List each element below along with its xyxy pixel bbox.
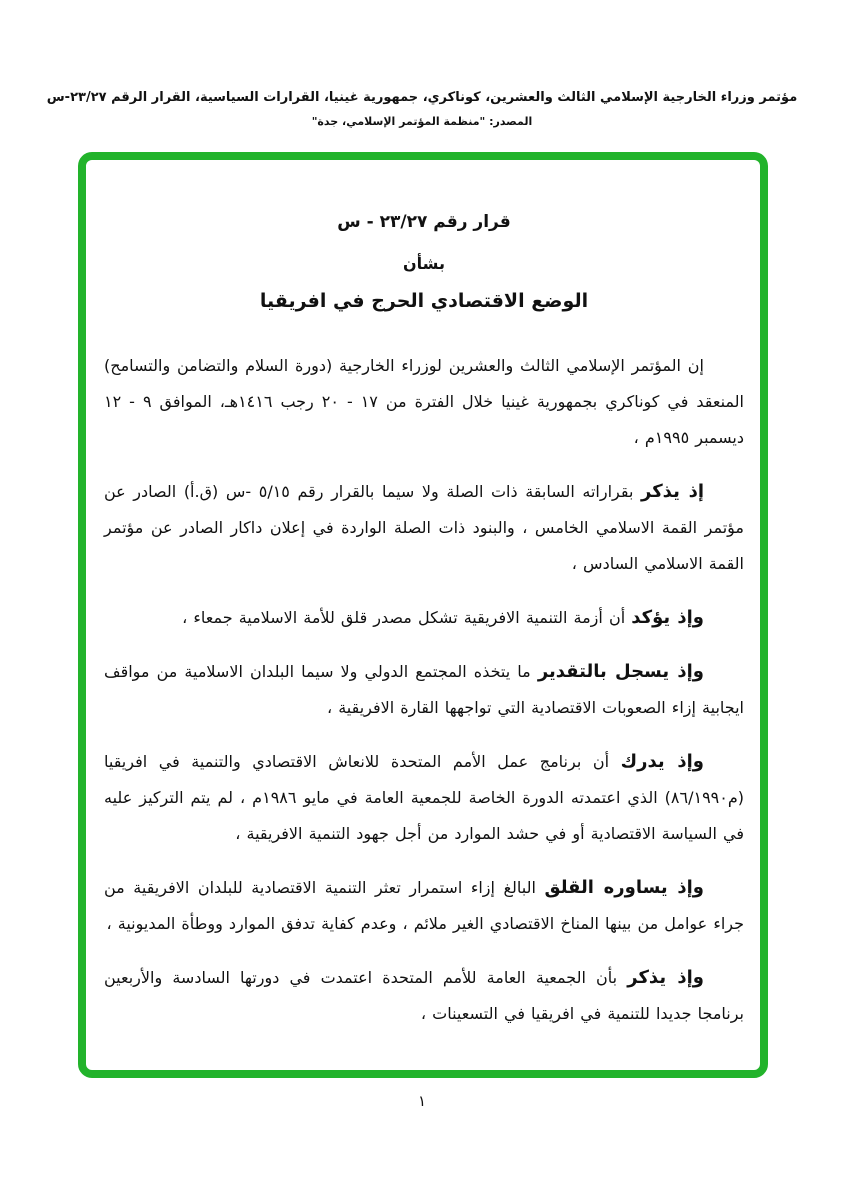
paragraph-text: أن أزمة التنمية الافريقية تشكل مصدر قلق للأمة الاسلامية جمعاء ، <box>182 608 632 627</box>
paragraph-lead: وإذ يؤكد <box>631 607 704 628</box>
paragraph-preamble <box>104 348 744 456</box>
paragraph-lead: إذ يذكر <box>641 481 704 502</box>
paragraph-text: ما يتخذه المجتمع الدولي ولا سيما البلدان الاسلامية من مواقف ايجابية إزاء الصعوبات الاقتصادية التي تواجهها القارة الافريقية ، <box>104 662 744 717</box>
paragraph-lead: وإذ يسجل بالتقدير <box>537 661 704 682</box>
paragraph-affirming <box>104 600 744 636</box>
paragraph-text: إن المؤتمر الإسلامي الثالث والعشرين لوزراء الخارجية (دورة السلام والتضامن والتسامح) المنعقد في كوناكري بجمهورية غينيا خلال الفترة من ١٧ - ٢٠ رجب ١٤١٦هـ، الموافق ٩ - ١٢ ديسمبر ١٩٩٥م ، <box>104 356 744 447</box>
header-citation: مؤتمر وزراء الخارجية الإسلامي الثالث والعشرين، كوناكري، جمهورية غينيا، القرارات السياسية، القرار الرقم ٢٣/٢٧-س <box>46 90 798 105</box>
header-source: المصدر: "منظمة المؤتمر الإسلامي، جدة" <box>311 115 533 128</box>
title-regarding: بشأن <box>403 254 445 273</box>
paragraph-lead: وإذ يذكر <box>627 967 705 988</box>
paragraph-aware <box>104 744 744 852</box>
resolution-number: قرار رقم ٢٣/٢٧ - س <box>337 212 511 232</box>
paragraph-recalling-ga <box>104 960 744 1032</box>
page-number: ١ <box>417 1092 427 1110</box>
paragraph-text: بأن الجمعية العامة للأمم المتحدة اعتمدت في دورتها السادسة والأربعين برنامجا جديدا للتنمية في افريقيا في التسعينات ، <box>104 968 744 1023</box>
highlight-border-box <box>78 152 768 1078</box>
paragraph-lead: وإذ يدرك <box>620 751 704 772</box>
paragraph-text: بقراراته السابقة ذات الصلة ولا سيما بالقرار رقم ٥/١٥ -س (ق.أ) الصادر عن مؤتمر القمة الاسلامي الخامس ، والبنود ذات الصلة الواردة في إعلان داكار الصادر عن مؤتمر القمة الاسلامي السادس ، <box>104 482 744 573</box>
paragraph-text: أن برنامج عمل الأمم المتحدة للانعاش الاقتصادي والتنمية في افريقيا ‭(٨٦/١٩٩٠م)‬ الذي اعتمدته الدورة الخاصة للجمعية العامة في مايو ١٩٨٦م ، لم يتم التركيز عليه في السياسة الاقتصادية أو في حشد الموارد من أجل جهود التنمية الافريقية ، <box>104 752 745 843</box>
paragraph-concerned <box>104 870 744 942</box>
paragraph-recalling <box>104 474 744 582</box>
paragraph-text: البالغ إزاء استمرار تعثر التنمية الاقتصادية للبلدان الافريقية من جراء عوامل من بينها المناخ الاقتصادي الغير ملائم ، وعدم كفاية تدفق الموارد ووطأة المديونية ، <box>104 878 744 933</box>
paragraph-lead: وإذ يساوره القلق <box>544 877 704 898</box>
page-title: الوضع الاقتصادي الحرج في افريقيا <box>259 290 589 312</box>
title-block <box>104 212 744 312</box>
document-header <box>0 90 844 128</box>
document-body <box>104 348 744 1032</box>
paragraph-appreciating <box>104 654 744 726</box>
